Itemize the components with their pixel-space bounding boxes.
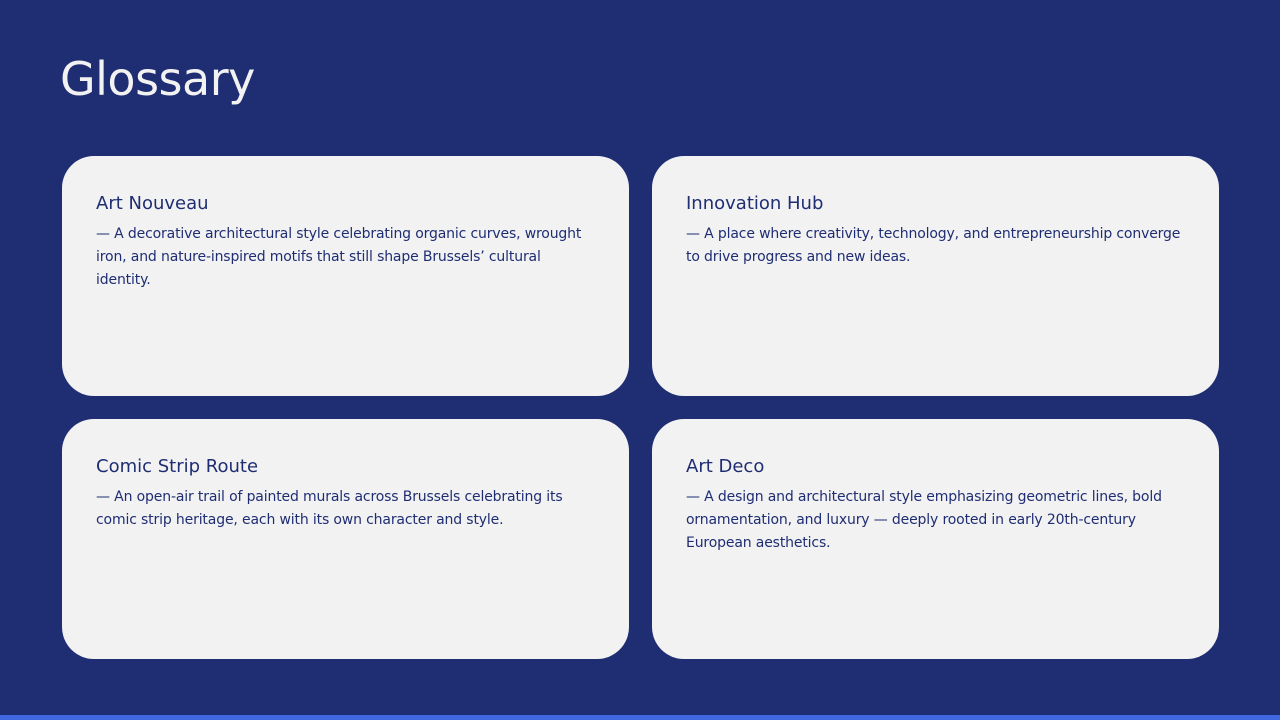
- glossary-definition: — A design and architectural style emphasizing geometric lines, bold ornamentation, and luxury — deeply rooted in early 20th-century European aesthetics.: [686, 489, 1162, 551]
- glossary-card-art-deco: [652, 419, 1219, 659]
- glossary-term: Innovation Hub: [686, 193, 824, 214]
- glossary-term: Art Deco: [686, 456, 765, 477]
- glossary-card-art-nouveau: [62, 156, 629, 396]
- glossary-definition: — A decorative architectural style celebrating organic curves, wrought iron, and nature-inspired motifs that still shape Brussels’ cultural identity.: [96, 226, 582, 288]
- glossary-term: Comic Strip Route: [96, 456, 259, 477]
- glossary-definition: — A place where creativity, technology, and entrepreneurship converge to drive progress and new ideas.: [686, 226, 1181, 265]
- glossary-card-comic-strip-route: [62, 419, 629, 659]
- glossary-term: Art Nouveau: [96, 193, 209, 214]
- glossary-card-innovation-hub: [652, 156, 1219, 396]
- slide-title: Glossary: [60, 52, 255, 106]
- bottom-accent-bar: [0, 715, 1280, 720]
- glossary-definition: — An open-air trail of painted murals across Brussels celebrating its comic strip heritage, each with its own character and style.: [96, 489, 563, 528]
